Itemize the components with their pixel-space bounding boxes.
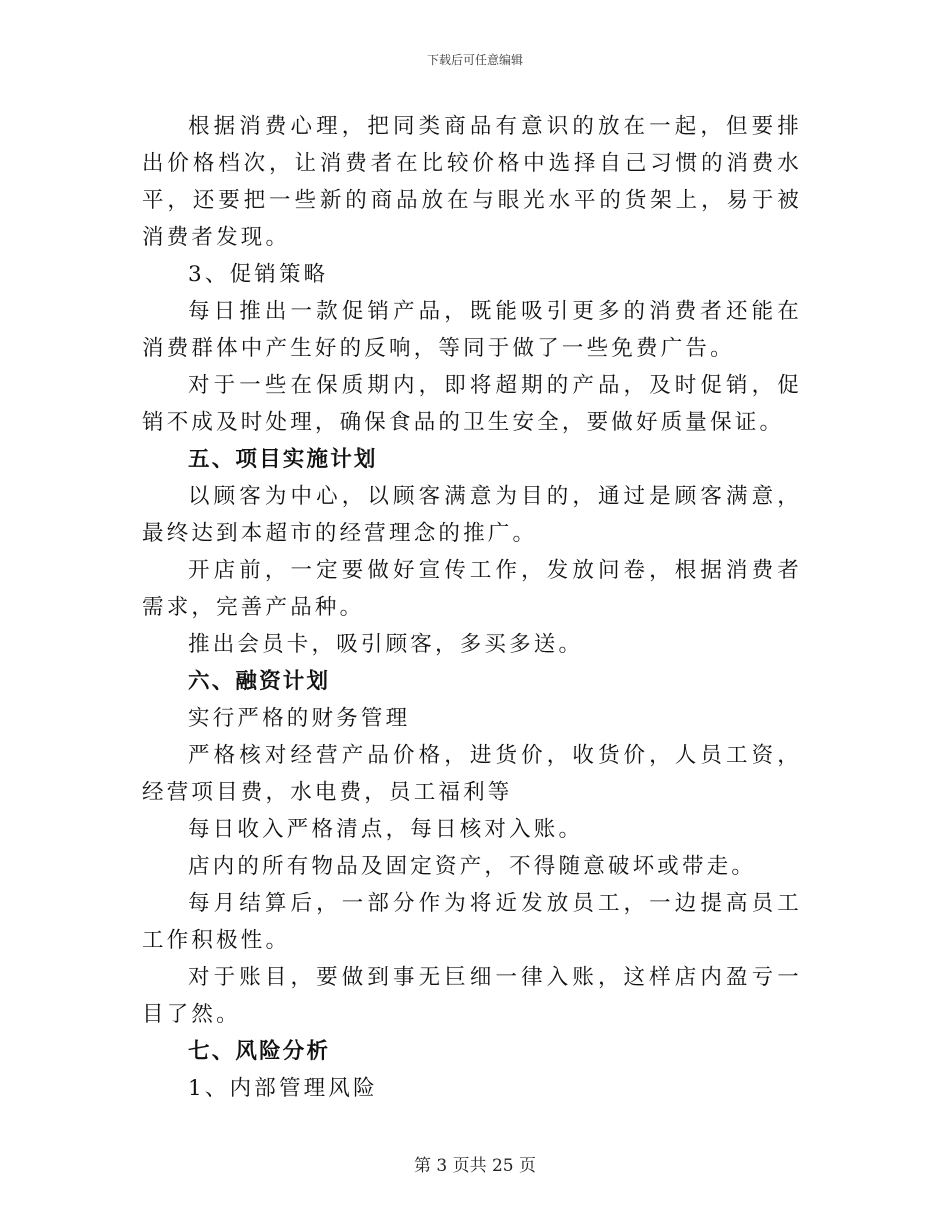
paragraph-financial-management: 实行严格的财务管理 — [188, 706, 411, 731]
paragraph-daily-income: 每日收入严格清点，每日核对入账。 — [188, 817, 584, 842]
subheading-promotion-strategy: 3、促销策略 — [188, 262, 329, 287]
heading-risk-analysis: 七、风险分析 — [188, 1039, 331, 1064]
paragraph-display-strategy: 根据消费心理，把同类商品有意识的放在一起，但要排出价格档次，让消费者在比较价格中选择自己习惯的消费水平，还要把一些新的商品放在与眼光水平的货架上，易于被消费者发现。 — [142, 114, 802, 250]
heading-implementation-plan: 五、项目实施计划 — [188, 447, 378, 472]
page-header-note: 下载后可任意编辑 — [426, 53, 523, 67]
paragraph-monthly-settlement: 每月结算后，一部分作为将近发放员工，一边提高员工工作积极性。 — [142, 891, 802, 953]
document-body — [142, 108, 802, 1107]
paragraph-cost-verification: 严格核对经营产品价格，进货价，收货价，人员工资，经营项目费，水电费，员工福利等 — [142, 743, 802, 805]
heading-financing-plan: 六、融资计划 — [188, 669, 331, 694]
paragraph-pre-opening: 开店前，一定要做好宣传工作，发放问卷，根据消费者需求，完善产品种。 — [142, 558, 802, 620]
paragraph-customer-centered: 以顾客为中心，以顾客满意为目的，通过是顾客满意，最终达到本超市的经营理念的推广。 — [142, 484, 802, 546]
paragraph-fixed-assets: 店内的所有物品及固定资产，不得随意破坏或带走。 — [188, 854, 757, 879]
page-number-footer: 第 3 页共 25 页 — [413, 1156, 537, 1176]
paragraph-expiring-products: 对于一些在保质期内，即将超期的产品，及时促销，促销不成及时处理，确保食品的卫生安全，要做好质量保证。 — [142, 373, 802, 435]
paragraph-daily-promotion: 每日推出一款促销产品，既能吸引更多的消费者还能在消费群体中产生好的反响，等同于做了一些免费广告。 — [142, 299, 802, 361]
paragraph-accounts: 对于账目，要做到事无巨细一律入账，这样店内盈亏一目了然。 — [142, 965, 802, 1027]
paragraph-membership-card: 推出会员卡，吸引顾客，多买多送。 — [188, 632, 584, 657]
subheading-internal-risk: 1、内部管理风险 — [188, 1076, 378, 1101]
